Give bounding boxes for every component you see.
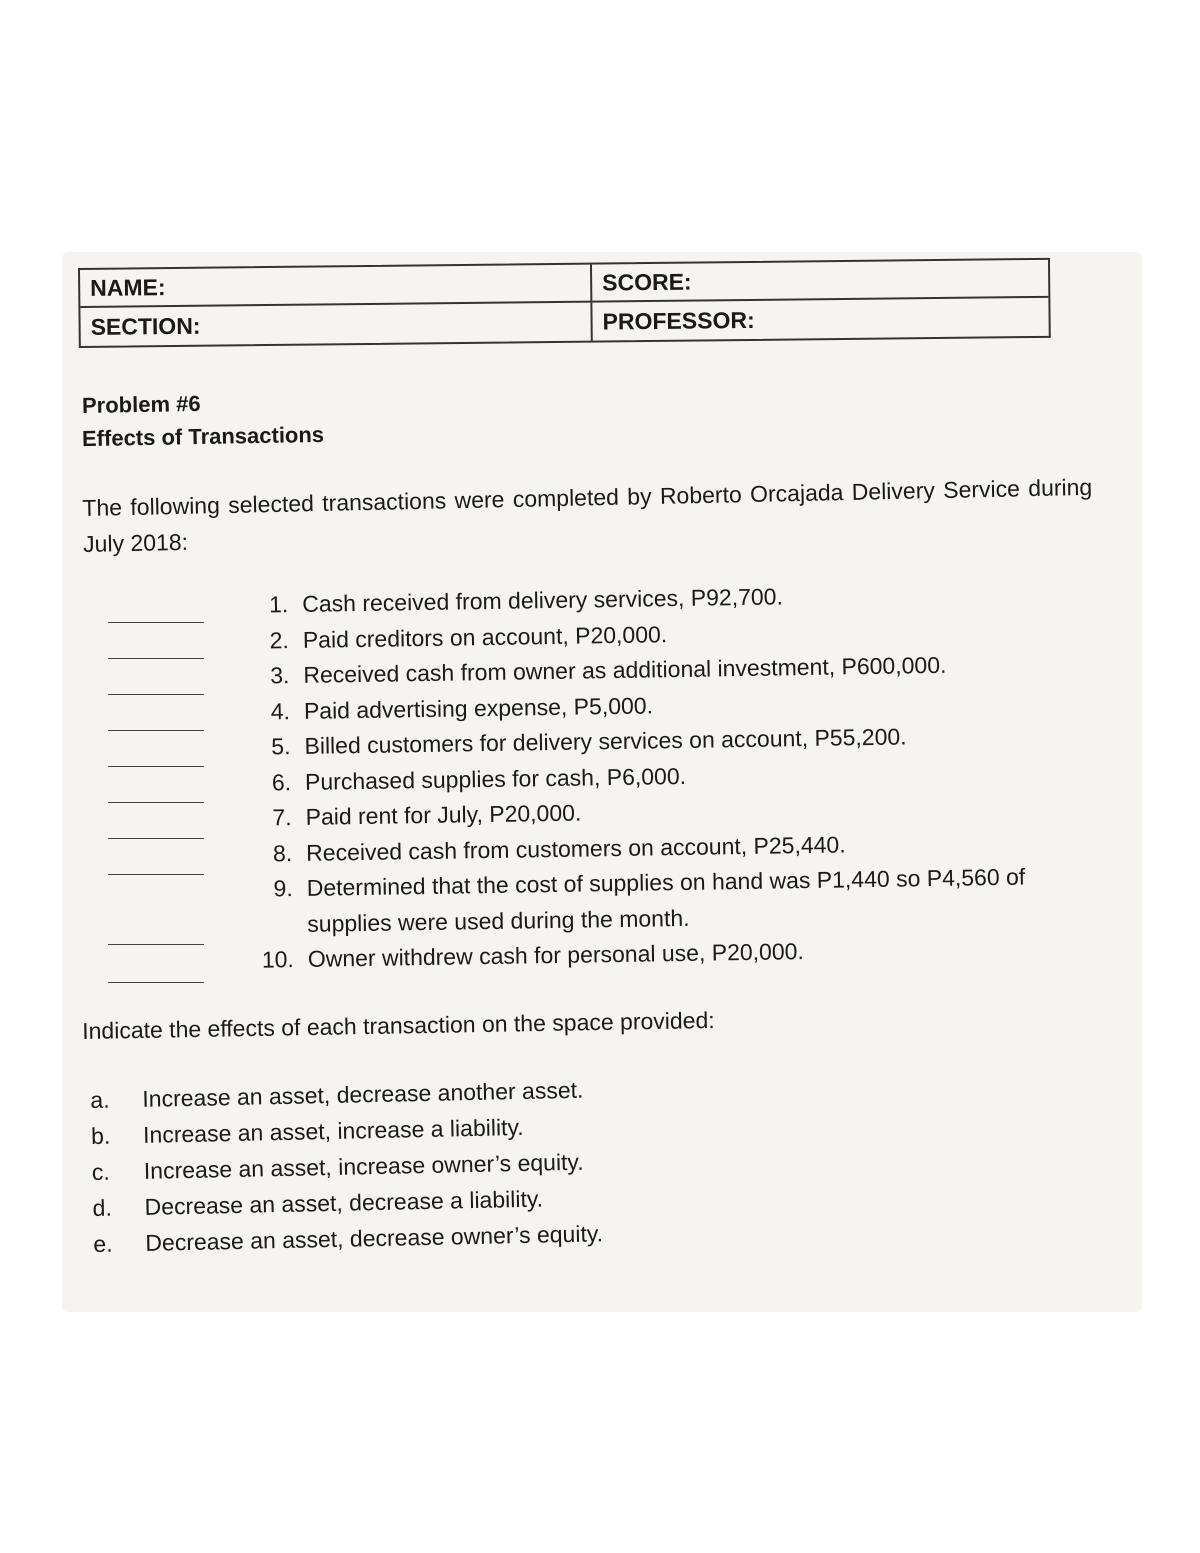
transaction-number: 1.: [268, 591, 289, 618]
problem-number: Problem #6: [81, 390, 201, 419]
problem-title: Effects of Transactions: [81, 421, 325, 452]
answer-choices: [90, 1071, 603, 1262]
choice-text: Increase an asset, increase owner’s equity.: [143, 1148, 584, 1184]
answer-blank[interactable]: [108, 658, 204, 659]
choice-letter: a.: [90, 1086, 110, 1113]
transaction-number: 2.: [269, 626, 290, 653]
answer-blank[interactable]: [108, 838, 204, 839]
transaction-number: 9.: [273, 875, 293, 902]
score-field[interactable]: [592, 260, 1048, 303]
answer-blank[interactable]: [108, 622, 204, 623]
professor-label: PROFESSOR:: [602, 306, 755, 335]
answer-blank[interactable]: [108, 944, 204, 945]
transaction-text: Purchased supplies for cash, P6,000.: [304, 762, 687, 795]
transaction-number: 7.: [272, 804, 292, 831]
choice-text: Increase an asset, decrease another asset.: [142, 1076, 584, 1112]
transaction-list: [232, 575, 1058, 978]
choice-text: Decrease an asset, decrease owner’s equity.: [145, 1220, 604, 1256]
transaction-text: Determined that the cost of supplies on hand was P1,440 so P4,560 of supplies were used during the month.: [306, 863, 1026, 937]
transaction-text: Received cash from owner as additional investment, P600,000.: [303, 651, 947, 688]
transaction-text: Paid creditors on account, P20,000.: [302, 620, 668, 653]
section-label: SECTION:: [90, 312, 201, 340]
score-label: SCORE:: [602, 268, 692, 296]
answer-blank[interactable]: [108, 874, 204, 875]
transaction-item: [236, 859, 1057, 943]
answer-blank[interactable]: [108, 802, 204, 803]
transaction-number: 8.: [272, 839, 293, 866]
transaction-number: 6.: [271, 768, 292, 795]
transaction-text: Billed customers for delivery services on account, P55,200.: [304, 723, 907, 759]
transaction-number: 3.: [269, 662, 290, 689]
section-field[interactable]: [80, 303, 592, 346]
student-info-table: [78, 258, 1051, 348]
intro-paragraph: The following selected transactions were completed by Roberto Orcajada Delivery Service during July 2018:: [82, 473, 1093, 557]
instruction-text: Indicate the effects of each transaction on the space provided:: [82, 1006, 715, 1044]
answer-blank[interactable]: [108, 766, 204, 767]
transaction-text: Paid advertising expense, P5,000.: [303, 691, 654, 724]
choice-letter: b.: [90, 1122, 111, 1149]
name-field[interactable]: [80, 265, 592, 308]
transaction-text: Cash received from delivery services, P92,700.: [302, 583, 784, 617]
choice-letter: e.: [93, 1230, 113, 1257]
professor-field[interactable]: [592, 298, 1048, 341]
transaction-number: 4.: [270, 697, 291, 724]
transaction-number: 5.: [271, 733, 291, 760]
choice-text: Increase an asset, increase a liability.: [142, 1113, 524, 1148]
transaction-text: Paid rent for July, P20,000.: [305, 799, 582, 830]
transaction-text: Received cash from customers on account, P25,440.: [305, 830, 846, 866]
transaction-text: Owner withdrew cash for personal use, P20,000.: [307, 938, 805, 972]
choice-letter: d.: [92, 1194, 113, 1221]
choice-text: Decrease an asset, decrease a liability.: [144, 1185, 544, 1220]
transaction-number: 10.: [261, 946, 295, 973]
answer-blank[interactable]: [108, 694, 204, 695]
name-label: NAME:: [90, 273, 166, 301]
answer-blank[interactable]: [108, 730, 204, 731]
answer-blank[interactable]: [108, 982, 204, 983]
choice-letter: c.: [91, 1158, 111, 1185]
